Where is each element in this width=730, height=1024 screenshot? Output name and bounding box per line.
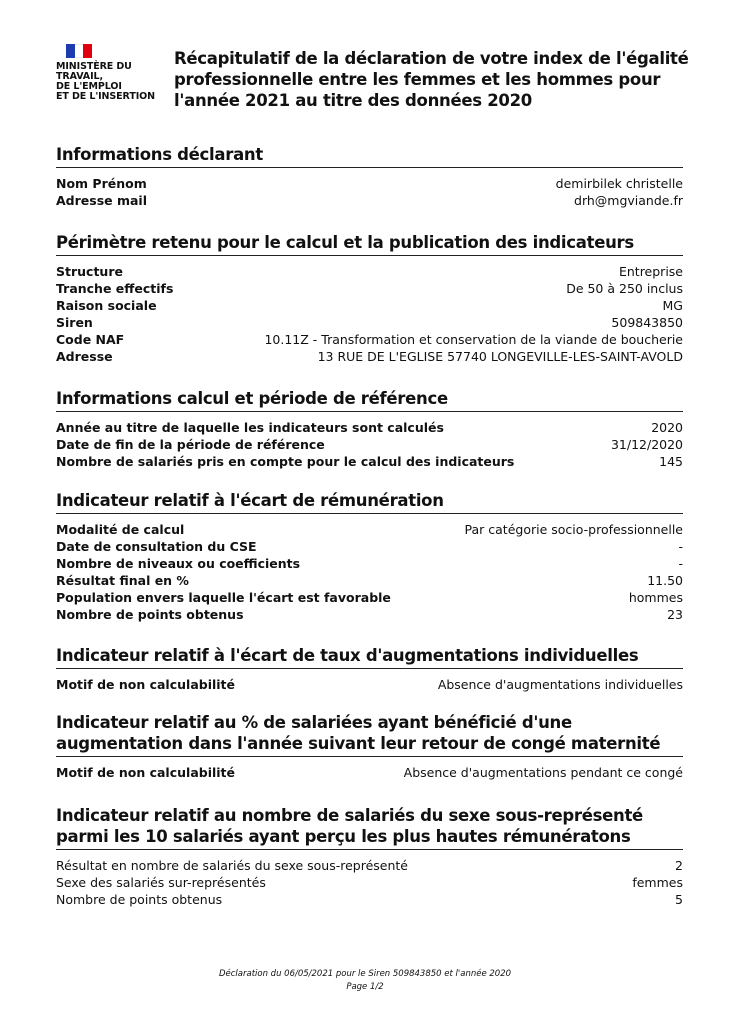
section-title: Indicateur relatif au % de salariées ayant bénéficié d'une augmentation dans l'année suivant leur retour de congé maternité [56,712,683,757]
section-hautes-remunerations [56,805,683,908]
info-row: Résultat final en % 11.50 [56,573,683,588]
info-row: Siren 509843850 [56,315,683,330]
info-row: Nom Prénom demirbilek christelle [56,176,683,191]
info-row: Tranche effectifs De 50 à 250 inclus [56,281,683,296]
declaration-note: Déclaration du 06/05/2021 pour le Siren 509843850 et l'année 2020 [218,969,512,979]
page-footer [0,968,730,994]
section-title: Périmètre retenu pour le calcul et la publication des indicateurs [56,232,683,256]
info-row: Date de consultation du CSE - [56,539,683,554]
info-row: Code NAF 10.11Z - Transformation et conservation de la viande de boucherie [56,332,683,347]
page-number: Page 1/2 [346,982,384,992]
section-title: Informations déclarant [56,144,683,168]
info-row: Adresse 13 RUE DE L'EGLISE 57740 LONGEVILLE-LES-SAINT-AVOLD [56,349,683,364]
info-row: Population envers laquelle l'écart est favorable hommes [56,590,683,605]
info-row: Raison sociale MG [56,298,683,313]
section-ecart-remuneration [56,490,683,623]
ministry-name: MINISTÈRE DU TRAVAIL, DE L'EMPLOI ET DE L'INSERTION [56,61,155,102]
info-row: Motif de non calculabilité Absence d'augmentations individuelles [56,677,683,692]
section-title: Informations calcul et période de référence [56,388,683,412]
section-title: Indicateur relatif à l'écart de taux d'augmentations individuelles [56,645,683,669]
ministry-logo [56,44,166,102]
section-declarant [56,144,683,209]
info-row: Résultat en nombre de salariés du sexe sous-représenté 2 [56,858,683,873]
section-perimetre [56,232,683,365]
info-row: Date de fin de la période de référence 31/12/2020 [56,437,683,452]
section-title: Indicateur relatif à l'écart de rémunération [56,490,683,514]
info-row: Année au titre de laquelle les indicateurs sont calculés 2020 [56,420,683,435]
document-title: Récapitulatif de la déclaration de votre index de l'égalité professionnelle entre les femmes et les hommes pour l'année 2021 au titre des données 2020 [174,49,689,110]
info-row: Motif de non calculabilité Absence d'augmentations pendant ce congé [56,765,683,780]
section-augmentations-individuelles [56,645,683,693]
info-row: Modalité de calcul Par catégorie socio-professionnelle [56,522,683,537]
info-row: Nombre de points obtenus 23 [56,607,683,622]
info-row: Nombre de salariés pris en compte pour le calcul des indicateurs 145 [56,454,683,469]
info-row: Adresse mail drh@mgviande.fr [56,193,683,208]
section-conge-maternite [56,712,683,781]
section-calcul-periode [56,388,683,470]
document-header [56,44,696,114]
info-row: Sexe des salariés sur-représentés femmes [56,875,683,890]
section-title: Indicateur relatif au nombre de salariés du sexe sous-représenté parmi les 10 salariés ayant perçu les plus hautes rémunératons [56,805,683,850]
info-row: Nombre de points obtenus 5 [56,892,683,907]
marianne-flag-icon [66,44,92,58]
info-row: Nombre de niveaux ou coefficients - [56,556,683,571]
info-row: Structure Entreprise [56,264,683,279]
